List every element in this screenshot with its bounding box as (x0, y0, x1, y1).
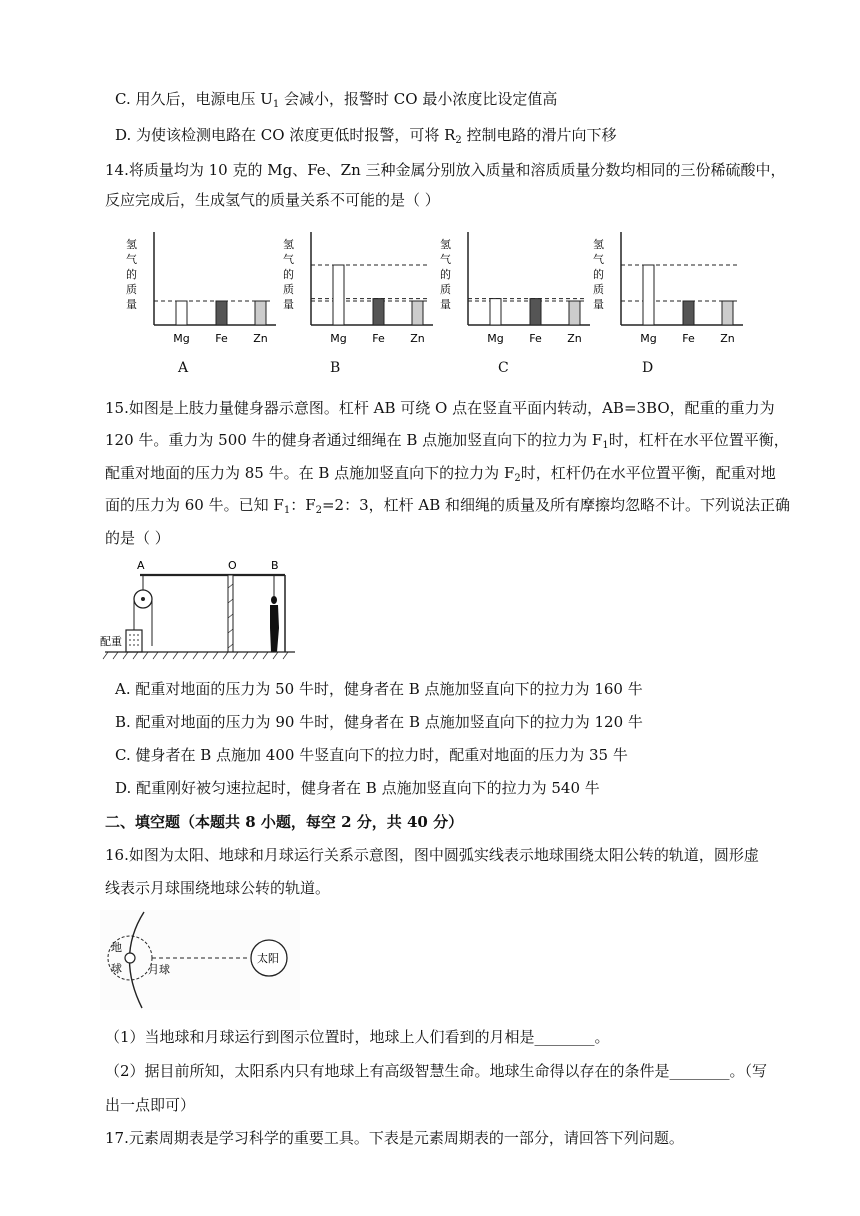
y-axis-label-char: 气 (593, 253, 604, 266)
fig-label-weight: 配重 (100, 635, 122, 648)
graph-option-letter: B (330, 360, 341, 376)
graph-option-letter: C (498, 360, 509, 376)
y-axis-label-char: 量 (283, 298, 294, 311)
x-tick-label: Fe (215, 332, 228, 345)
y-axis-label-char: 质 (593, 283, 604, 296)
bar-mg (176, 301, 187, 325)
fig-label-sun: 太阳 (257, 952, 279, 965)
bar-mg (490, 299, 501, 325)
y-axis-label-char: 的 (126, 268, 137, 281)
graph-c (432, 228, 592, 350)
fig-label-moon: 月球 (148, 963, 170, 976)
fig-label-earth-1: 地 (111, 941, 122, 954)
q15-stem-line5: 的是（ ） (105, 529, 170, 547)
q16-sub1: （1）当地球和月球运行到图示位置时，地球上人们看到的月相是________。 (105, 1028, 610, 1046)
fig-label-b: B (271, 559, 279, 572)
x-tick-label: Zn (253, 332, 268, 345)
x-tick-label: Mg (330, 332, 347, 345)
bar-fe (373, 299, 384, 325)
q16-orbit-figure (100, 910, 300, 1014)
bar-fe (683, 301, 694, 325)
section-heading: 二、填空题（本题共 8 小题，每空 2 分，共 40 分） (105, 813, 464, 831)
x-tick-label: Mg (173, 332, 190, 345)
q15-stem-line1: 15.如图是上肢力量健身器示意图。杠杆 AB 可绕 O 点在竖直平面内转动，AB=3BO，配重的重力为 (105, 399, 775, 417)
q15-option-b: B. 配重对地面的压力为 90 牛时，健身者在 B 点施加竖直向下的拉力为 120 牛 (115, 713, 643, 731)
x-tick-label: Fe (372, 332, 385, 345)
y-axis-label-char: 质 (440, 283, 451, 296)
q17-stem-line1: 17.元素周期表是学习科学的重要工具。下表是元素周期表的一部分，请回答下列问题。 (105, 1129, 684, 1147)
x-tick-label: Zn (567, 332, 582, 345)
y-axis-label-char: 气 (126, 253, 137, 266)
fig-label-a: A (137, 559, 145, 572)
y-axis-label-char: 气 (440, 253, 451, 266)
fig-label-o: O (228, 559, 237, 572)
q15-option-c: C. 健身者在 B 点施加 400 牛竖直向下的拉力时，配重对地面的压力为 35 牛 (115, 746, 628, 764)
q16-sub2-line2: 出一点即可） (105, 1096, 196, 1114)
x-tick-label: Zn (720, 332, 735, 345)
graph-option-letter: A (178, 360, 189, 376)
y-axis-label-char: 氢 (126, 238, 137, 251)
q15-stem-line3: 配重对地面的压力为 85 牛。在 B 点施加竖直向下的拉力为 $F_2$时，杠杆仍在水平位置平衡，配重对地 (105, 464, 776, 484)
y-axis-label-char: 的 (440, 268, 451, 281)
bar-fe (530, 299, 541, 325)
y-axis-label-char: 氢 (440, 238, 451, 251)
bar-zn (255, 301, 266, 325)
y-axis-label-char: 量 (126, 298, 137, 311)
q15-lever-figure (100, 558, 300, 666)
q16-stem-line1: 16.如图为太阳、地球和月球运行关系示意图，图中圆弧实线表示地球围绕太阳公转的轨道，圆形虚 (105, 846, 759, 864)
y-axis-label-char: 氢 (283, 238, 294, 251)
graph-b (275, 228, 435, 350)
q14-stem-line2: 反应完成后，生成氢气的质量关系不可能的是（ ） (105, 191, 440, 209)
x-tick-label: Mg (487, 332, 504, 345)
q15-option-a: A. 配重对地面的压力为 50 牛时，健身者在 B 点施加竖直向下的拉力为 160 牛 (115, 680, 643, 698)
x-tick-label: Fe (529, 332, 542, 345)
graph-a (118, 228, 278, 350)
y-axis-label-char: 质 (283, 283, 294, 296)
bar-zn (569, 301, 580, 325)
q15-stem-line2: 120 牛。重力为 500 牛的健身者通过细绳在 B 点施加竖直向下的拉力为 $F_1$时，杠杆在水平位置平衡， (105, 431, 789, 451)
q16-stem-line2: 线表示月球围绕地球公转的轨道。 (105, 879, 331, 897)
q13-option-d: D. 为使该检测电路在 CO 浓度更低时报警，可将 $R_2$ 控制电路的滑片向下移 (115, 126, 617, 146)
bar-fe (216, 301, 227, 325)
graph-d (585, 228, 745, 350)
q15-option-d: D. 配重刚好被匀速拉起时，健身者在 B 点施加竖直向下的拉力为 540 牛 (115, 779, 600, 797)
q13-option-c: C. 用久后，电源电压 $U_1$ 会减小，报警时 CO 最小浓度比设定值高 (115, 90, 558, 110)
graph-option-letter: D (642, 360, 654, 376)
bar-mg (643, 265, 654, 325)
y-axis-label-char: 量 (593, 298, 604, 311)
y-axis-label-char: 的 (283, 268, 294, 281)
q14-stem-line1: 14.将质量均为 10 克的 Mg、Fe、Zn 三种金属分别放入质量和溶质质量分数均相同的三份稀硫酸中， (105, 161, 786, 179)
bar-zn (722, 301, 733, 325)
q16-sub2-line1: （2）据目前所知，太阳系内只有地球上有高级智慧生命。地球生命得以存在的条件是________。（写 (105, 1062, 768, 1080)
y-axis-label-char: 氢 (593, 238, 604, 251)
y-axis-label-char: 质 (126, 283, 137, 296)
q15-stem-line4: 面的压力为 60 牛。已知 $F_1$：$F_2=2$：3，杠杆 AB 和细绳的质量及所有摩擦均忽略不计。下列说法正确 (105, 496, 791, 516)
y-axis-label-char: 气 (283, 253, 294, 266)
x-tick-label: Fe (682, 332, 695, 345)
x-tick-label: Mg (640, 332, 657, 345)
bar-mg (333, 265, 344, 325)
x-tick-label: Zn (410, 332, 425, 345)
bar-zn (412, 301, 423, 325)
y-axis-label-char: 的 (593, 268, 604, 281)
y-axis-label-char: 量 (440, 298, 451, 311)
fig-label-earth-2: 球 (111, 962, 122, 975)
